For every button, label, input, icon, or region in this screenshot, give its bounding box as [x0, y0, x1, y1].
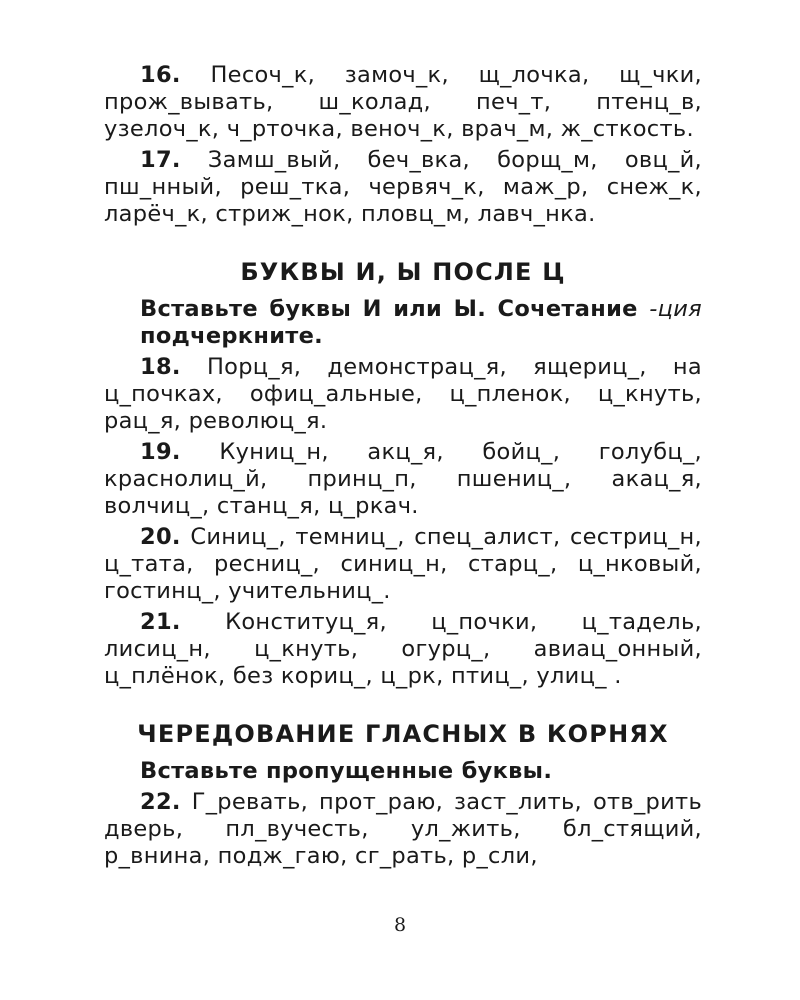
exercise-number: 17.	[140, 147, 181, 173]
exercise-19	[104, 439, 702, 520]
exercise-text: Порц_я, демонстрац_я, ящериц_, на ц_почках, офиц_альные, ц_пленок, ц_кнуть, рац_я, революц_я.	[104, 354, 702, 434]
section-instruction: Вставьте пропущенные буквы.	[140, 758, 553, 784]
exercise-text: Конституц_я, ц_почки, ц_тадель, лисиц_н, ц_кнуть, огурц_, авиац_онный, ц_плёнок, без кориц_, ц_рк, птиц_, улиц_ .	[104, 609, 703, 689]
section-instruction	[140, 296, 702, 350]
exercise-number: 21.	[140, 609, 181, 635]
exercise-text: Замш_вый, беч_вка, борщ_м, овц_й, пш_нный, реш_тка, червяч_к, маж_р, снеж_к, ларёч_к, стриж_нок, пловц_м, лавч_нка.	[104, 147, 702, 227]
exercise-number: 20.	[140, 524, 181, 550]
instruction-text: подчеркните.	[140, 323, 324, 349]
exercise-text: Г_ревать, прот_раю, заст_лить, отв_рить дверь, пл_вучесть, ул_жить, бл_стящий, р_внина, подж_гаю, сг_рать, р_сли,	[104, 789, 703, 869]
page-number: 8	[393, 914, 407, 936]
page-content	[104, 62, 702, 870]
exercise-17	[104, 147, 702, 228]
exercise-text: Синиц_, темниц_, спец_алист, сестриц_н, ц_тата, ресниц_, синиц_н, старц_, ц_нковый, гостинц_, учительниц_.	[104, 524, 703, 604]
exercise-21	[104, 609, 702, 690]
exercise-20	[104, 524, 702, 605]
exercise-text: Куниц_н, акц_я, бойц_, голубц_, краснолиц_й, принц_п, пшениц_, акац_я, волчиц_, станц_я, ц_ркач.	[104, 439, 703, 519]
exercise-number: 18.	[140, 354, 181, 380]
exercise-number: 19.	[140, 439, 181, 465]
exercise-number: 22.	[140, 789, 181, 815]
instruction-text: Вставьте буквы И или Ы. Сочетание	[140, 296, 650, 322]
exercise-16	[104, 62, 702, 143]
exercise-22	[104, 789, 702, 870]
exercise-number: 16.	[140, 62, 181, 88]
instruction-italic: -ция	[649, 296, 702, 322]
section-heading-i-y-after-ts: БУКВЫ И, Ы ПОСЛЕ Ц	[240, 258, 566, 286]
section-heading-vowel-alternation: ЧЕРЕДОВАНИЕ ГЛАСНЫХ В КОРНЯХ	[137, 720, 669, 748]
exercise-text: Песоч_к, замоч_к, щ_лочка, щ_чки, прож_вывать, ш_колад, печ_т, птенц_в, узелоч_к, ч_рточка, веноч_к, врач_м, ж_сткость.	[104, 62, 702, 142]
exercise-18	[104, 354, 702, 435]
